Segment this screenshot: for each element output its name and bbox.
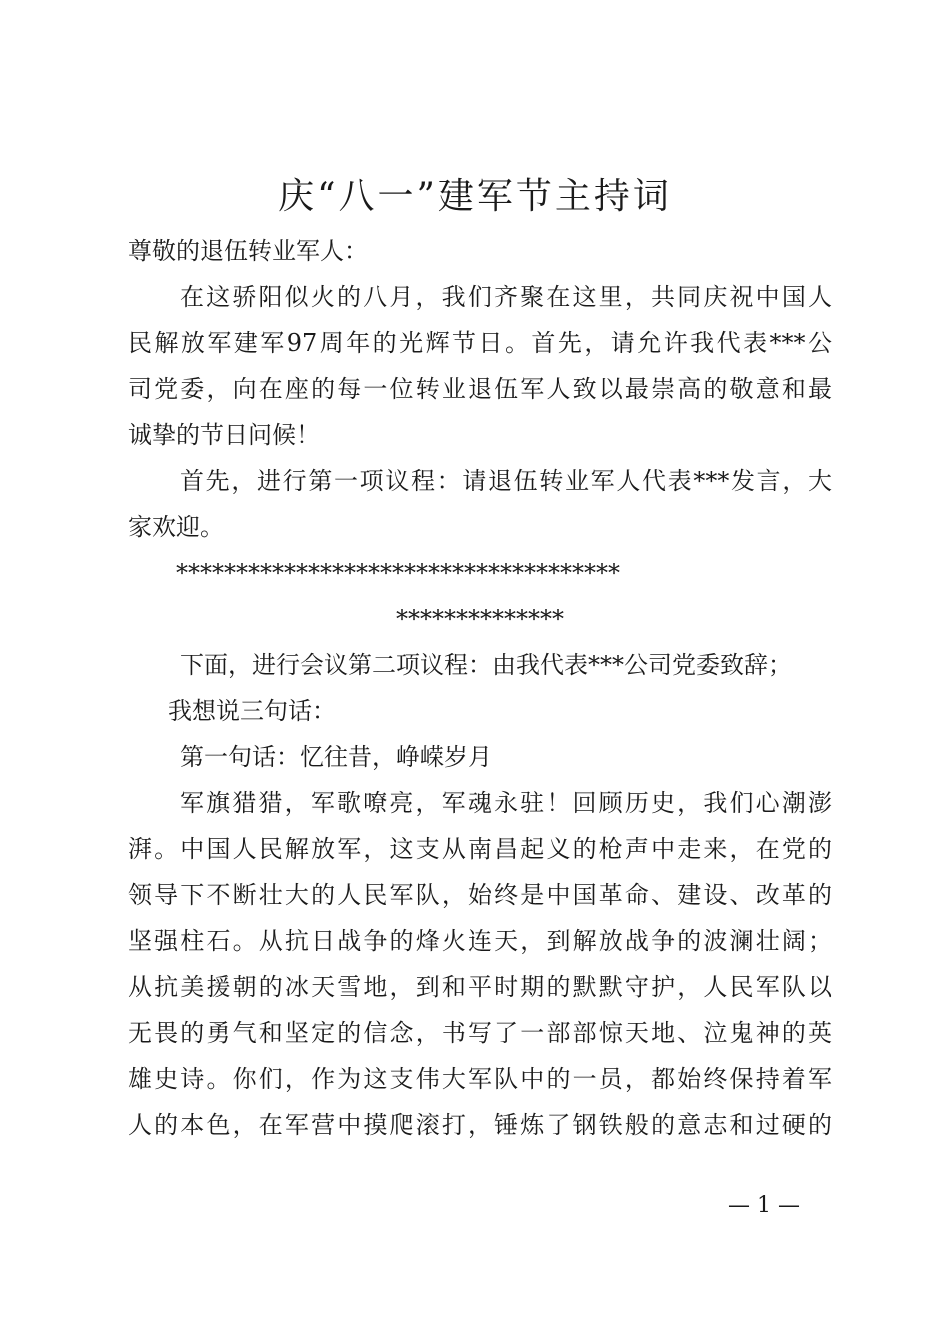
salutation: 尊敬的退伍转业军人： [128, 237, 368, 265]
separator-stars: ************************************* [176, 559, 620, 587]
paragraph-line: 我想说三句话： [168, 697, 336, 725]
paragraph-line: 家欢迎。 [128, 513, 224, 541]
page-number: — 1 — [728, 1193, 800, 1218]
document-title: 庆“八一”建军节主持词 [278, 176, 672, 217]
paragraph-line: 下面，进行会议第二项议程：由我代表***公司党委致辞； [180, 651, 792, 679]
paragraph-line: 首先，进行第一项议程：请退伍转业军人代表***发言，大 [180, 467, 832, 495]
paragraph-line: 在这骄阳似火的八月，我们齐聚在这里，共同庆祝中国人 [180, 283, 832, 311]
document-body [128, 228, 832, 1148]
paragraph-line: 司党委，向在座的每一位转业退伍军人致以最崇高的敬意和最 [128, 375, 832, 403]
separator-stars: ************** [396, 605, 564, 633]
section-heading: 第一句话：忆往昔，峥嵘岁月 [180, 743, 492, 771]
paragraph-line: 民解放军建军97周年的光辉节日。首先，请允许我代表***公 [128, 329, 832, 357]
paragraph-line: 从抗美援朝的冰天雪地，到和平时期的默默守护，人民军队以 [128, 973, 832, 1001]
paragraph-line: 领导下不断壮大的人民军队，始终是中国革命、建设、改革的 [128, 881, 832, 909]
paragraph-line: 诚挚的节日问候！ [128, 421, 320, 449]
paragraph-line: 人的本色，在军营中摸爬滚打，锤炼了钢铁般的意志和过硬的 [128, 1111, 832, 1139]
paragraph-line: 雄史诗。你们，作为这支伟大军队中的一员，都始终保持着军 [128, 1065, 832, 1093]
paragraph-line: 坚强柱石。从抗日战争的烽火连天，到解放战争的波澜壮阔； [128, 927, 832, 955]
paragraph-line: 无畏的勇气和坚定的信念，书写了一部部惊天地、泣鬼神的英 [128, 1019, 832, 1047]
paragraph-line: 湃。中国人民解放军，这支从南昌起义的枪声中走来，在党的 [128, 835, 832, 863]
paragraph-line: 军旗猎猎，军歌嘹亮，军魂永驻！回顾历史，我们心潮澎 [180, 789, 832, 817]
